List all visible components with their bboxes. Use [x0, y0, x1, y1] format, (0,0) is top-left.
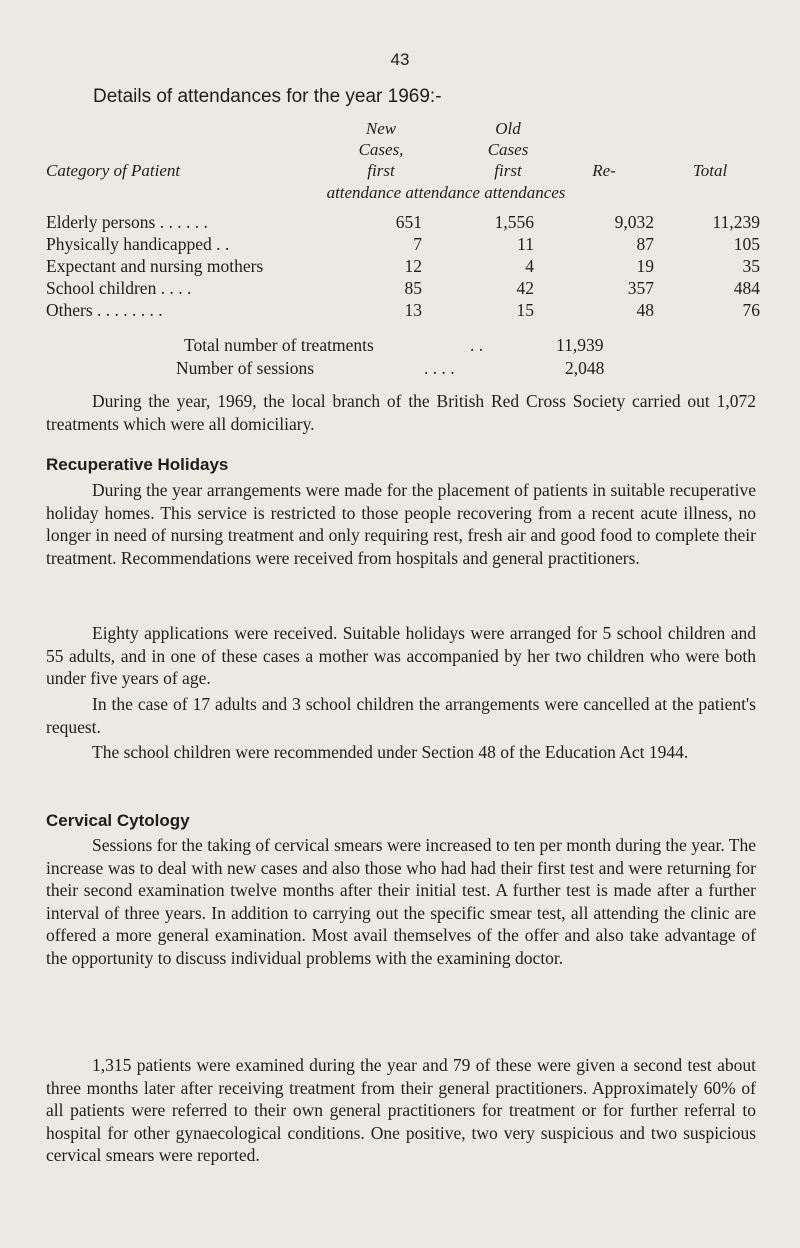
table-row	[46, 256, 760, 278]
cell-total: 11,239	[712, 212, 760, 232]
paragraph: 1,315 patients were examined during the year and 79 of these were given a second test about three months later after receiving treatment from their general practitioners. Approximately 60% of all patients were referred to their own general practitioners for treatment or for further referral to hospital for other gynaecological conditions. One positive, two very suspicious and two suspicious cervical smears were reported.	[46, 1055, 756, 1165]
summary-dots: . . . .	[424, 358, 455, 378]
cell-total: 76	[742, 300, 760, 320]
header-old-cases: Old Cases first	[487, 119, 529, 180]
cell-new: 13	[404, 300, 422, 320]
heading-cervical-cytology: Cervical Cytology	[46, 811, 190, 830]
table-row	[46, 234, 760, 256]
cell-total: 484	[733, 278, 760, 298]
cell-new: 85	[404, 278, 422, 298]
header-attendance-line: attendance attendance attendances	[326, 183, 566, 202]
paragraph: Eighty applications were received. Suitable holidays were arranged for 5 school children and 55 adults, and in one of these cases a mother was accompanied by her two children who were both under five years of age.	[46, 623, 756, 688]
cell-old: 1,556	[494, 212, 534, 232]
cell-re: 87	[636, 234, 654, 254]
summary-value-sessions: 2,048	[565, 358, 605, 378]
table-intro: Details of attendances for the year 1969:-	[93, 86, 442, 107]
header-re: Re-	[592, 161, 616, 180]
cell-category: Elderly persons . . . . . .	[46, 212, 208, 232]
cell-old: 4	[525, 256, 534, 276]
table-row	[46, 300, 760, 322]
cell-old: 42	[516, 278, 534, 298]
cell-re: 357	[627, 278, 654, 298]
summary-dots: . .	[470, 335, 484, 355]
cell-new: 651	[395, 212, 422, 232]
paragraph: The school children were recommended under Section 48 of the Education Act 1944.	[92, 742, 689, 762]
summary-label-treatments: Total number of treatments	[184, 335, 374, 355]
cell-new: 7	[413, 234, 422, 254]
cell-new: 12	[404, 256, 422, 276]
cell-total: 35	[742, 256, 760, 276]
cell-old: 11	[517, 234, 534, 254]
paragraph: In the case of 17 adults and 3 school children the arrangements were cancelled at the patient's request.	[46, 694, 756, 737]
cell-category: School children . . . .	[46, 278, 192, 298]
table-row	[46, 278, 760, 300]
cell-category: Physically handicapped . .	[46, 234, 230, 254]
cell-re: 48	[636, 300, 654, 320]
paragraph: During the year arrangements were made for the placement of patients in suitable recuperative holiday homes. This service is restricted to those people recovering from a recent acute illness, no longer in need of nursing treatment and only requiring rest, fresh air and good food to complete their treatment. Recommendations were received from hospitals and general practitioners.	[46, 480, 756, 568]
cell-re: 9,032	[614, 212, 654, 232]
cell-old: 15	[516, 300, 534, 320]
red-cross-paragraph: During the year, 1969, the local branch of the British Red Cross Society carried out 1,072 treatments which were all domiciliary.	[46, 391, 756, 434]
table-row	[46, 212, 760, 234]
cell-category: Expectant and nursing mothers	[46, 256, 264, 276]
summary-value-treatments: 11,939	[556, 335, 604, 355]
summary-label-sessions: Number of sessions	[176, 358, 315, 378]
header-new-cases: New Cases, first	[358, 119, 404, 180]
header-total: Total	[692, 161, 728, 180]
cell-re: 19	[636, 256, 654, 276]
heading-recuperative-holidays: Recuperative Holidays	[46, 455, 229, 474]
paragraph: Sessions for the taking of cervical smears were increased to ten per month during the year. The increase was to deal with new cases and also those who had had their first test and were returning for their second examination twelve months after their initial test. A further test is made after a further interval of three years. In addition to carrying out the specific smear test, all attending the clinic are offered a more general examination. Most avail themselves of the offer and also take advantage of the opportunity to discuss individual problems with the examining doctor.	[46, 835, 756, 968]
page-number: 43	[390, 50, 410, 69]
cell-category: Others . . . . . . . .	[46, 300, 163, 320]
header-category: Category of Patient	[46, 161, 181, 180]
cell-total: 105	[733, 234, 760, 254]
